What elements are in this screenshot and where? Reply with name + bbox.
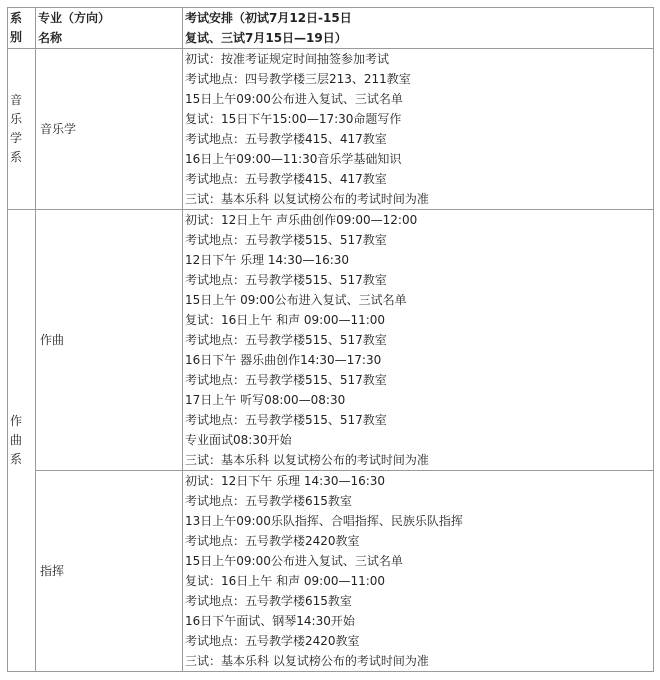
schedule-cell	[183, 210, 654, 471]
schedule-line: 考试地点：四号教学楼三层213、211教室	[185, 72, 411, 86]
schedule-line: 复试：15日下午15:00—17:30命题写作	[185, 112, 402, 126]
schedule-line: 15日上午09:00公布进入复试、三试名单	[185, 554, 403, 568]
table-row	[8, 210, 654, 471]
department-char: 曲	[10, 433, 23, 447]
schedule-line: 考试地点：五号教学楼2420教室	[185, 634, 360, 648]
schedule-line: 初试：12日上午 声乐曲创作09:00—12:00	[185, 213, 418, 227]
schedule-line: 复试：16日上午 和声 09:00—11:00	[185, 574, 386, 588]
schedule-line: 专业面试08:30开始	[185, 433, 292, 447]
table-header-row	[8, 8, 654, 49]
exam-schedule-table	[7, 7, 654, 672]
header-schedule-line: 复试、三试7月15日—19日）	[185, 31, 347, 45]
schedule-cell	[183, 471, 654, 672]
schedule-line: 12日下午 乐理 14:30—16:30	[185, 253, 350, 267]
department-char: 系	[10, 452, 23, 466]
department-cell	[8, 210, 36, 672]
schedule-line: 考试地点：五号教学楼515、517教室	[185, 413, 387, 427]
schedule-line: 16日下午 器乐曲创作14:30—17:30	[185, 353, 382, 367]
table-row	[8, 49, 654, 210]
schedule-line: 初试：按准考证规定时间抽签参加考试	[185, 52, 390, 66]
schedule-line: 考试地点：五号教学楼515、517教室	[185, 273, 387, 287]
department-char: 音	[10, 93, 23, 107]
schedule-line: 15日上午 09:00公布进入复试、三试名单	[185, 293, 407, 307]
schedule-line: 13日上午09:00乐队指挥、合唱指挥、民族乐队指挥	[185, 514, 463, 528]
schedule-line: 15日上午09:00公布进入复试、三试名单	[185, 92, 403, 106]
schedule-line: 三试：基本乐科 以复试榜公布的考试时间为准	[185, 453, 429, 467]
header-major	[36, 8, 183, 49]
schedule-line: 考试地点：五号教学楼415、417教室	[185, 172, 387, 186]
schedule-cell	[183, 49, 654, 210]
department-char: 作	[10, 414, 23, 428]
schedule-line: 16日下午面试、钢琴14:30开始	[185, 614, 355, 628]
major-cell: 音乐学	[36, 49, 183, 210]
schedule-line: 考试地点：五号教学楼515、517教室	[185, 333, 387, 347]
schedule-line: 考试地点：五号教学楼415、417教室	[185, 132, 387, 146]
schedule-line: 考试地点：五号教学楼515、517教室	[185, 373, 387, 387]
schedule-line: 考试地点：五号教学楼2420教室	[185, 534, 360, 548]
schedule-line: 考试地点：五号教学楼615教室	[185, 594, 352, 608]
schedule-line: 17日上午 听写08:00—08:30	[185, 393, 346, 407]
schedule-line: 考试地点：五号教学楼615教室	[185, 494, 352, 508]
schedule-line: 三试：基本乐科 以复试榜公布的考试时间为准	[185, 654, 429, 668]
major-cell: 指挥	[36, 471, 183, 672]
table-row	[8, 471, 654, 672]
department-char: 系	[10, 150, 23, 164]
header-dept-char: 别	[10, 30, 23, 44]
header-major-line: 专业（方向）	[38, 11, 111, 25]
header-schedule	[183, 8, 654, 49]
schedule-line: 复试：16日上午 和声 09:00—11:00	[185, 313, 386, 327]
header-department	[8, 8, 36, 49]
schedule-line: 初试：12日下午 乐理 14:30—16:30	[185, 474, 386, 488]
schedule-line: 16日上午09:00—11:30音乐学基础知识	[185, 152, 402, 166]
header-schedule-line: 考试安排（初试7月12日-15日	[185, 11, 352, 25]
schedule-line: 三试：基本乐科 以复试榜公布的考试时间为准	[185, 192, 429, 206]
department-char: 学	[10, 131, 23, 145]
department-char: 乐	[10, 112, 23, 126]
major-cell: 作曲	[36, 210, 183, 471]
header-major-line: 名称	[38, 31, 63, 45]
schedule-line: 考试地点：五号教学楼515、517教室	[185, 233, 387, 247]
department-cell	[8, 49, 36, 210]
header-dept-char: 系	[10, 11, 23, 25]
